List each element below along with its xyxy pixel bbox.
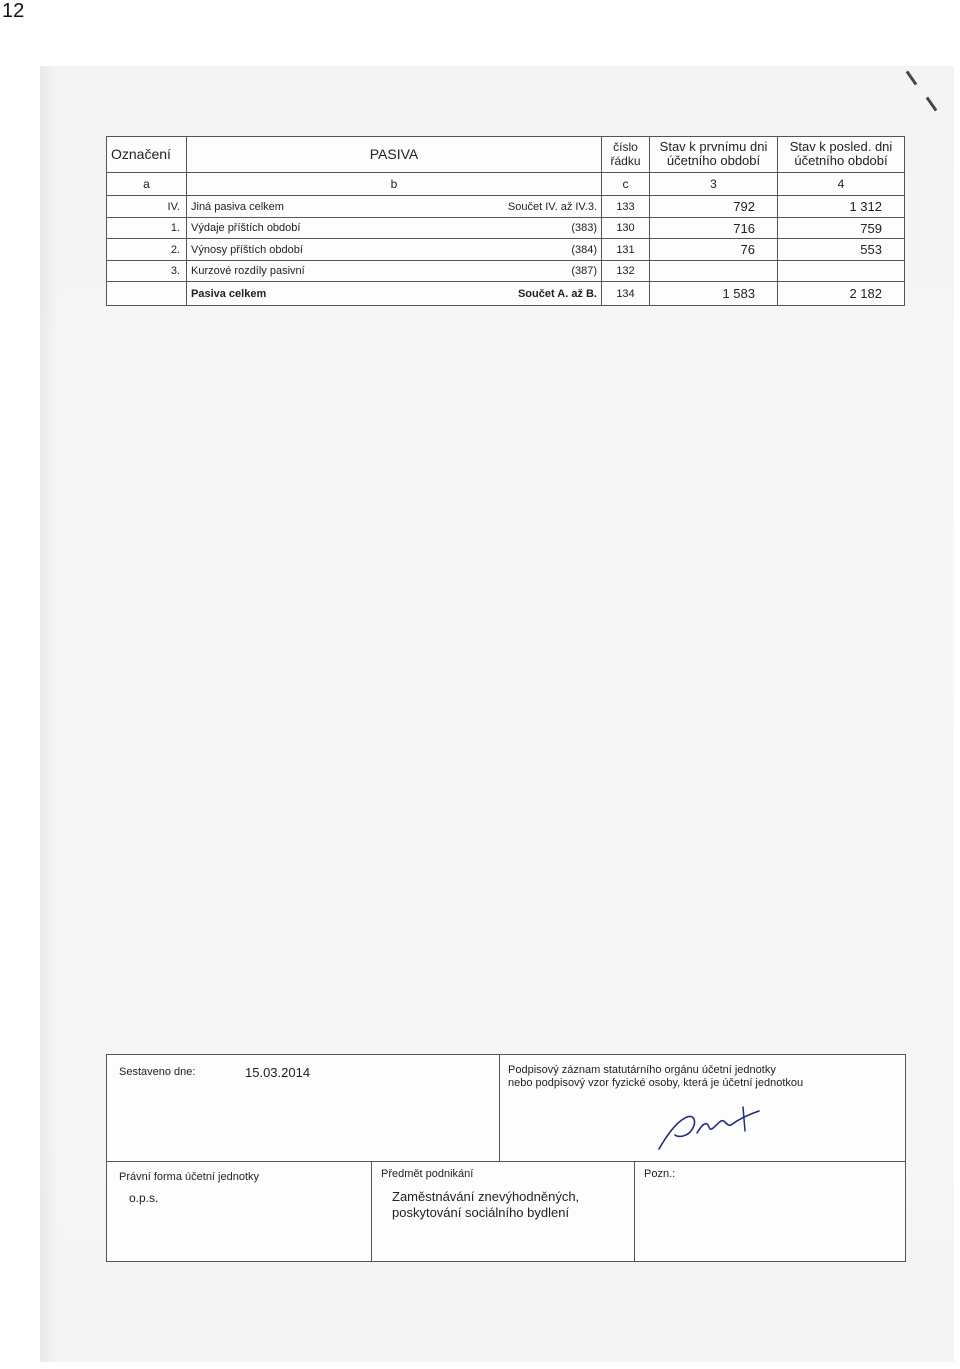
row-name: Jiná pasiva celkem	[191, 200, 284, 213]
total-sum: Součet A. až B.	[517, 287, 597, 300]
row-label-cell	[187, 260, 602, 282]
row-line-number: 132	[602, 260, 650, 282]
row-oznaceni: 1.	[107, 217, 187, 239]
header-oznaceni: Označení	[107, 137, 187, 173]
col-letter-3: 3	[650, 172, 778, 196]
row-value-first: 76	[650, 239, 778, 261]
column-letters-row	[107, 172, 905, 196]
row-value-first: 716	[650, 217, 778, 239]
row-value-last: 1 312	[778, 196, 905, 218]
row-value-last: 759	[778, 217, 905, 239]
total-value-last: 2 182	[778, 282, 905, 306]
col-letter-c: c	[602, 172, 650, 196]
row-sum: (383)	[571, 222, 597, 235]
row-value-last	[778, 260, 905, 282]
row-line-number: 131	[602, 239, 650, 261]
row-name: Výnosy příštích období	[191, 243, 303, 256]
row-sum: (387)	[571, 265, 597, 278]
table-row	[107, 196, 905, 218]
col-letter-a: a	[107, 172, 187, 196]
row-oznaceni: IV.	[107, 196, 187, 218]
col-letter-4: 4	[778, 172, 905, 196]
signature-image	[647, 1105, 777, 1155]
table-total-row	[107, 282, 905, 306]
header-pasiva: PASIVA	[187, 137, 602, 173]
row-value-first	[650, 260, 778, 282]
col-letter-b: b	[187, 172, 602, 196]
divider	[499, 1055, 500, 1161]
row-label-cell	[187, 217, 602, 239]
row-name: Kurzové rozdíly pasivní	[191, 265, 305, 278]
podpis-line-1: Podpisový záznam statutárního orgánu účetní jednotky	[508, 1064, 776, 1076]
total-name: Pasiva celkem	[191, 287, 267, 300]
total-label-cell	[187, 282, 602, 306]
pravni-forma-value: o.p.s.	[129, 1191, 159, 1205]
row-line-number: 133	[602, 196, 650, 218]
table-header-row	[107, 137, 905, 173]
pravni-forma-label: Právní forma účetní jednotky	[119, 1171, 260, 1183]
total-line-number: 134	[602, 282, 650, 306]
row-sum: Součet IV. až IV.3.	[507, 200, 597, 213]
row-oznaceni: 2.	[107, 239, 187, 261]
predmet-line-2: poskytování sociálního bydlení	[392, 1205, 570, 1220]
divider	[634, 1161, 635, 1261]
total-value-first: 1 583	[650, 282, 778, 306]
total-oznaceni	[107, 282, 187, 306]
row-sum: (384)	[571, 243, 597, 256]
row-label-cell	[187, 196, 602, 218]
predmet-label: Předmět podnikání	[381, 1168, 474, 1180]
divider	[107, 1161, 905, 1162]
sestaveno-date: 15.03.2014	[245, 1065, 311, 1080]
row-value-first: 792	[650, 196, 778, 218]
table-row	[107, 260, 905, 282]
pasiva-table	[106, 136, 905, 306]
header-stav-prvni: Stav k prvnímu dni účetního období	[650, 137, 778, 173]
row-name: Výdaje příštích období	[191, 222, 301, 235]
row-label-cell	[187, 239, 602, 261]
row-line-number: 130	[602, 217, 650, 239]
table-row	[107, 239, 905, 261]
podpis-line-2: nebo podpisový vzor fyzické osoby, která je účetní jednotkou	[508, 1077, 804, 1089]
sestaveno-label: Sestaveno dne:	[119, 1066, 196, 1078]
page-number: 12	[2, 0, 25, 22]
row-value-last: 553	[778, 239, 905, 261]
row-oznaceni: 3.	[107, 260, 187, 282]
scan-shadow	[40, 66, 58, 1362]
header-stav-posled: Stav k posled. dni účetního období	[778, 137, 905, 173]
table-row	[107, 217, 905, 239]
signature-box	[106, 1054, 906, 1262]
header-cislo-radku: číslo řádku	[602, 137, 650, 173]
divider	[371, 1161, 372, 1261]
pozn-label: Pozn.:	[644, 1168, 676, 1180]
predmet-line-1: Zaměstnávání znevýhodněných,	[392, 1189, 580, 1204]
